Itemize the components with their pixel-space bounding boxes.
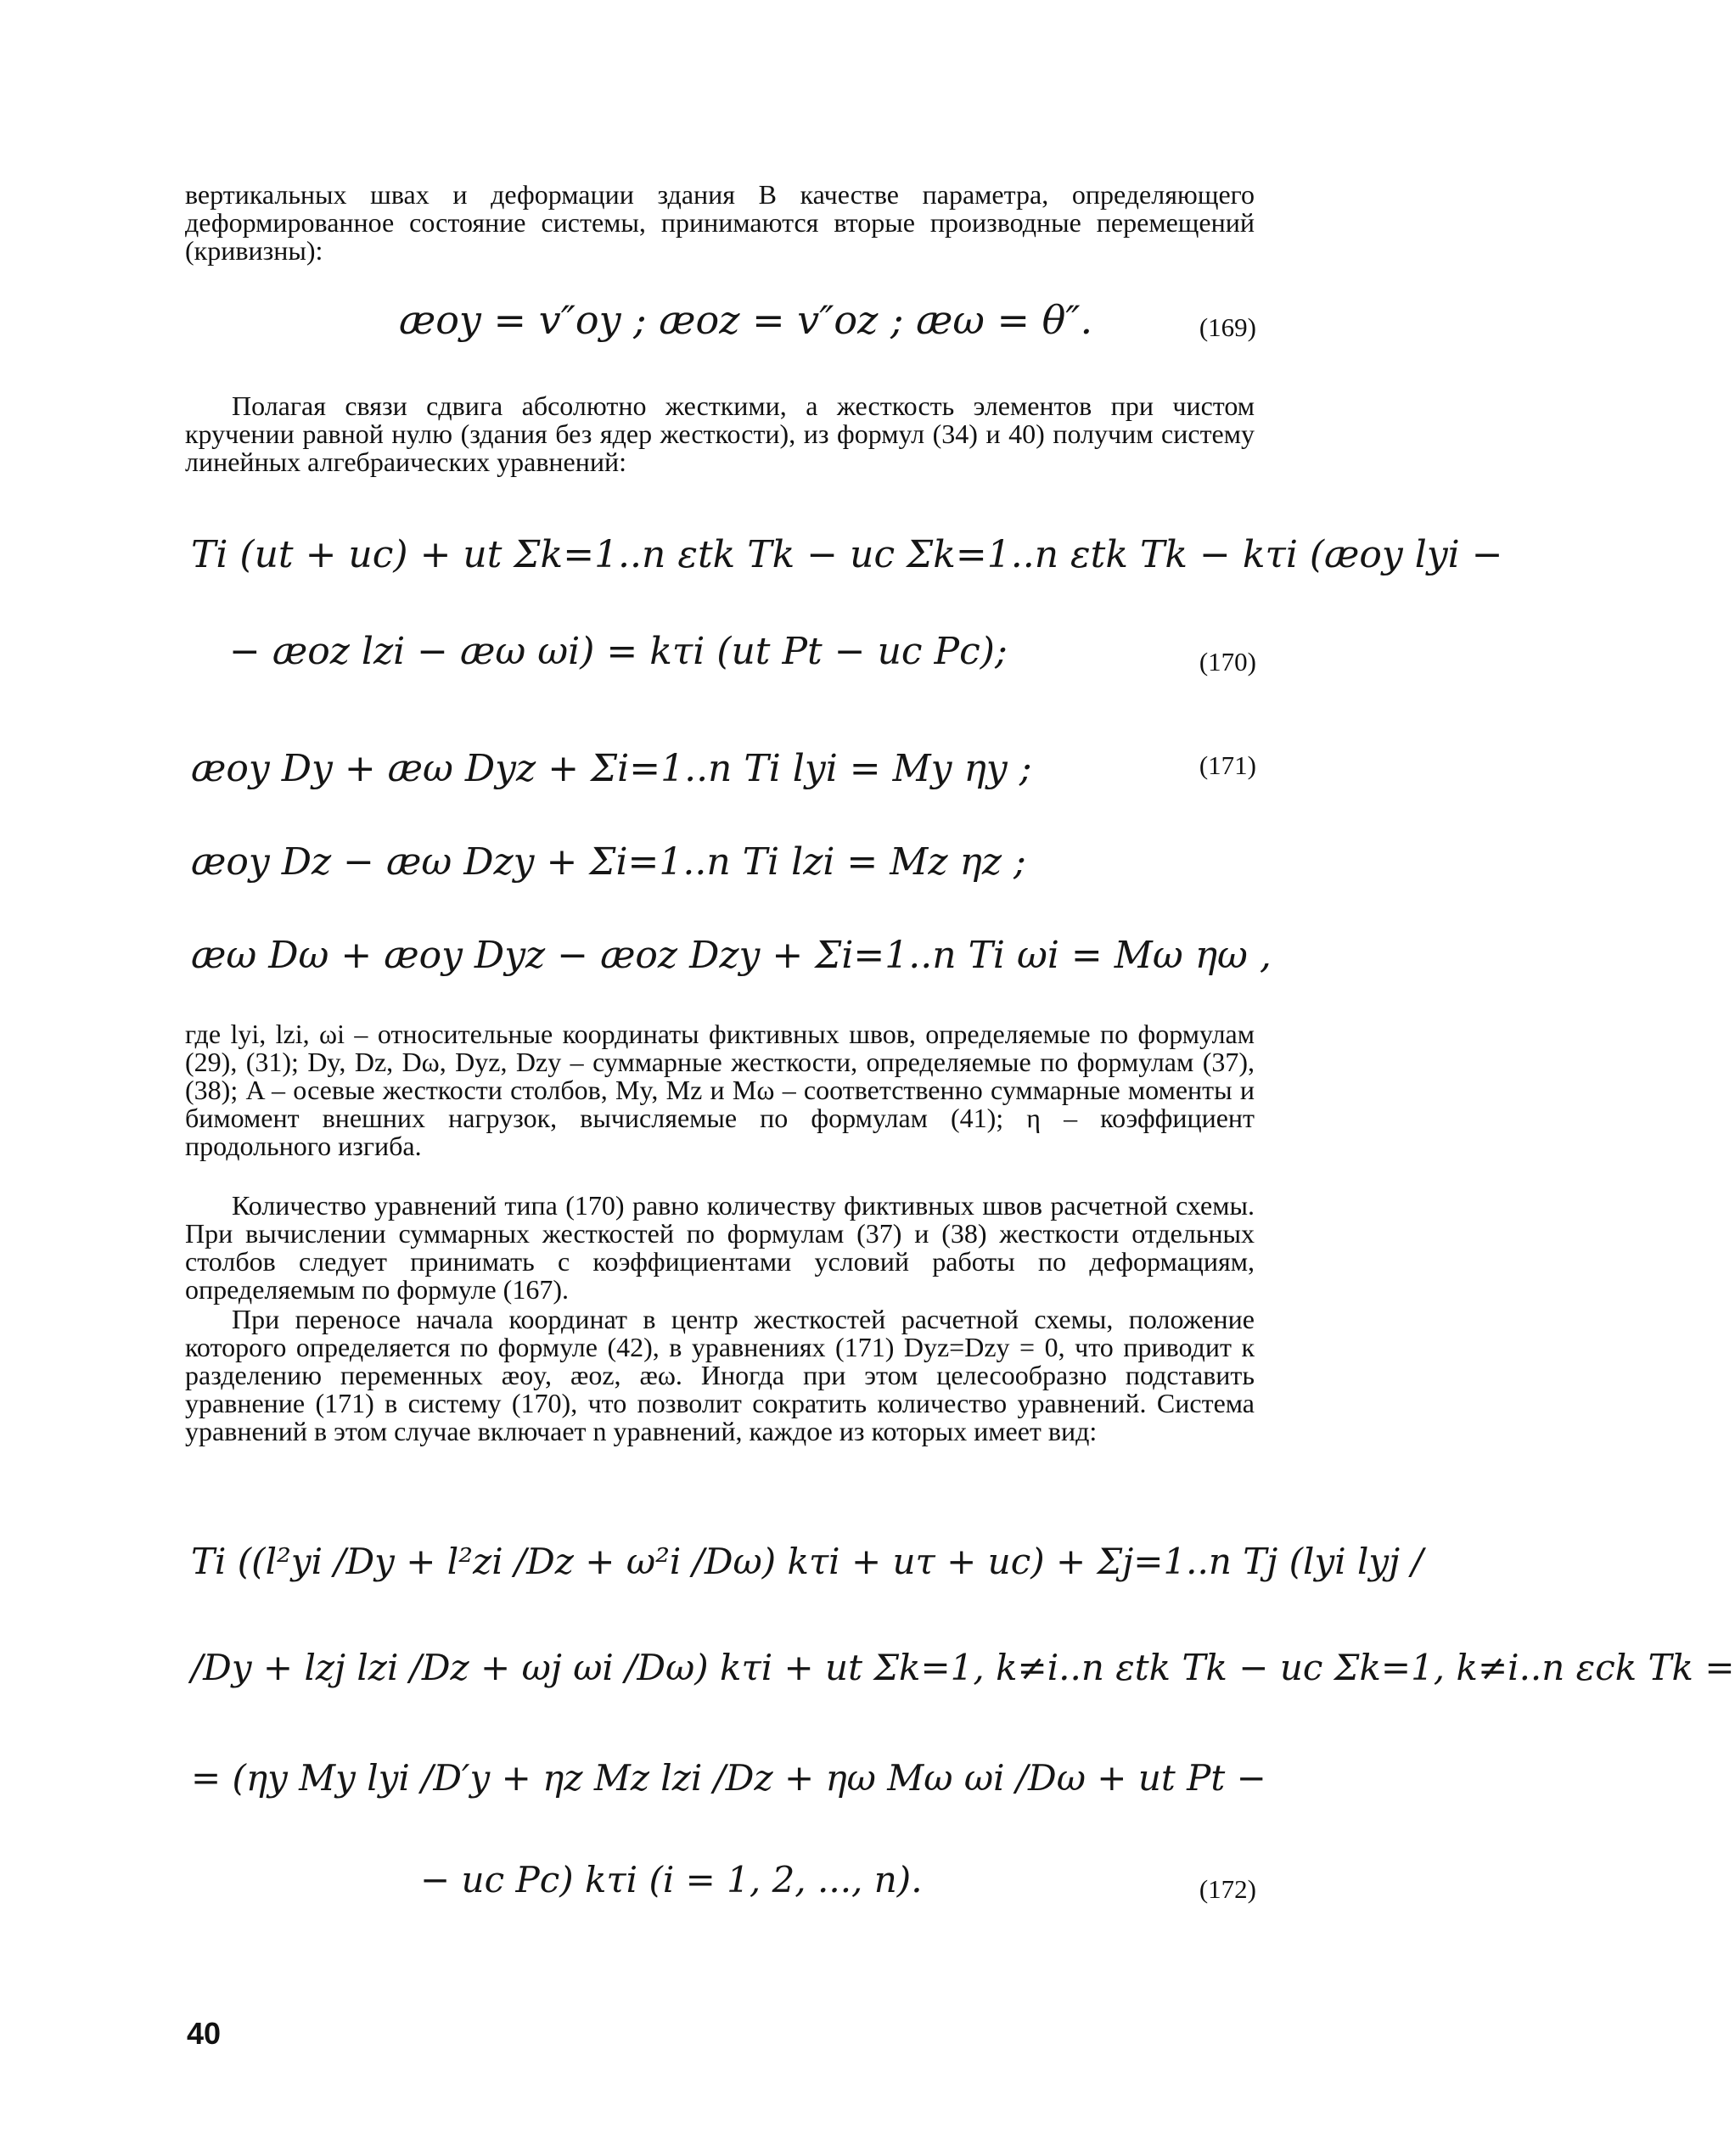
- equation-number-169: (169): [1199, 312, 1256, 342]
- formula-170-line1: Ti (ut + uc) + ut Σk=1..n εtk Tk − uc Σk=1..n εtk Tk − kτi (æoy lyi −: [191, 533, 1503, 576]
- paragraph-assumption: Полагая связи сдвига абсолютно жесткими, а жесткость элементов при чистом кручении равной нулю (здания без ядер жесткости), из формул (34) и 40) получим систему линейных алгебраических уравнений:: [185, 390, 1255, 477]
- formula-171-line2: æoy Dz − æω Dzy + Σi=1..n Ti lzi = Mz ηz ;: [191, 840, 1026, 884]
- formula-170-line2: − æoz lzi − æω ωi) = kτi (ut Pt − uc Pc);: [229, 630, 1008, 673]
- formula-171-line3: æω Dω + æoy Dyz − æoz Dzy + Σi=1..n Ti ωi = Mω ηω ,: [191, 934, 1272, 977]
- paragraph-coordinate-shift: При переносе начала координат в центр жесткостей расчетной схемы, положение которого определяется по формуле (42), в уравнениях (171) Dyz=Dzy = 0, что приводит к разделению переменных æoy, æoz, æω. Иногда при этом целесообразно подставить уравнение (171) в систему (170), что позволит сократить количество уравнений. Система уравнений в этом случае включает n уравнений, каждое из которых имеет вид:: [185, 1304, 1255, 1446]
- paragraph-intro: вертикальных швах и деформации здания В качестве параметра, определяющего деформированное состояние системы, принимаются вторые производные перемещений (кривизны):: [185, 179, 1255, 266]
- page-number: 40: [187, 2016, 222, 2051]
- formula-172-line1: Ti ((l²yi /Dy + l²zi /Dz + ω²i /Dω) kτi + uτ + uc) + Σj=1..n Tj (lyi lyj /: [191, 1541, 1423, 1582]
- formula-171-line1: æoy Dy + æω Dyz + Σi=1..n Ti lyi = My ηy ;: [191, 747, 1032, 790]
- paragraph-equation-count: Количество уравнений типа (170) равно количеству фиктивных швов расчетной схемы. При вычислении суммарных жесткостей по формулам (37) и (38) жесткости отдельных столбов следует принимать с коэффициентами условий работы по деформациям, определяемым по формуле (167).: [185, 1190, 1255, 1305]
- formula-172-line2: /Dy + lzj lzi /Dz + ωj ωi /Dω) kτi + ut Σk=1, k≠i..n εtk Tk − uc Σk=1, k≠i..n εck Tk =: [191, 1647, 1735, 1688]
- equation-number-170: (170): [1199, 647, 1256, 677]
- formula-169: æoy = v″oy ; æoz = v″oz ; æω = θ″.: [399, 297, 1093, 343]
- equation-number-171: (171): [1199, 750, 1256, 780]
- paragraph-notation: где lyi, lzi, ωi – относительные координаты фиктивных швов, определяемые по формулам (29), (31); Dy, Dz, Dω, Dyz, Dzy – суммарные жесткости, определяемые по формулам (37), (38); A – осевые жесткости столбов, My, Mz и Mω – соответственно суммарные моменты и бимомент внешних нагрузок, вычисляемые по формулам (41); η – коэффициент продольного изгиба.: [185, 1019, 1255, 1161]
- formula-172-line4: − uc Pc) kτi (i = 1, 2, ..., n).: [420, 1859, 923, 1901]
- equation-number-172: (172): [1199, 1874, 1256, 1904]
- formula-172-line3: = (ηy My lyi /D′y + ηz Mz lzi /Dz + ηω Mω ωi /Dω + ut Pt −: [191, 1757, 1266, 1799]
